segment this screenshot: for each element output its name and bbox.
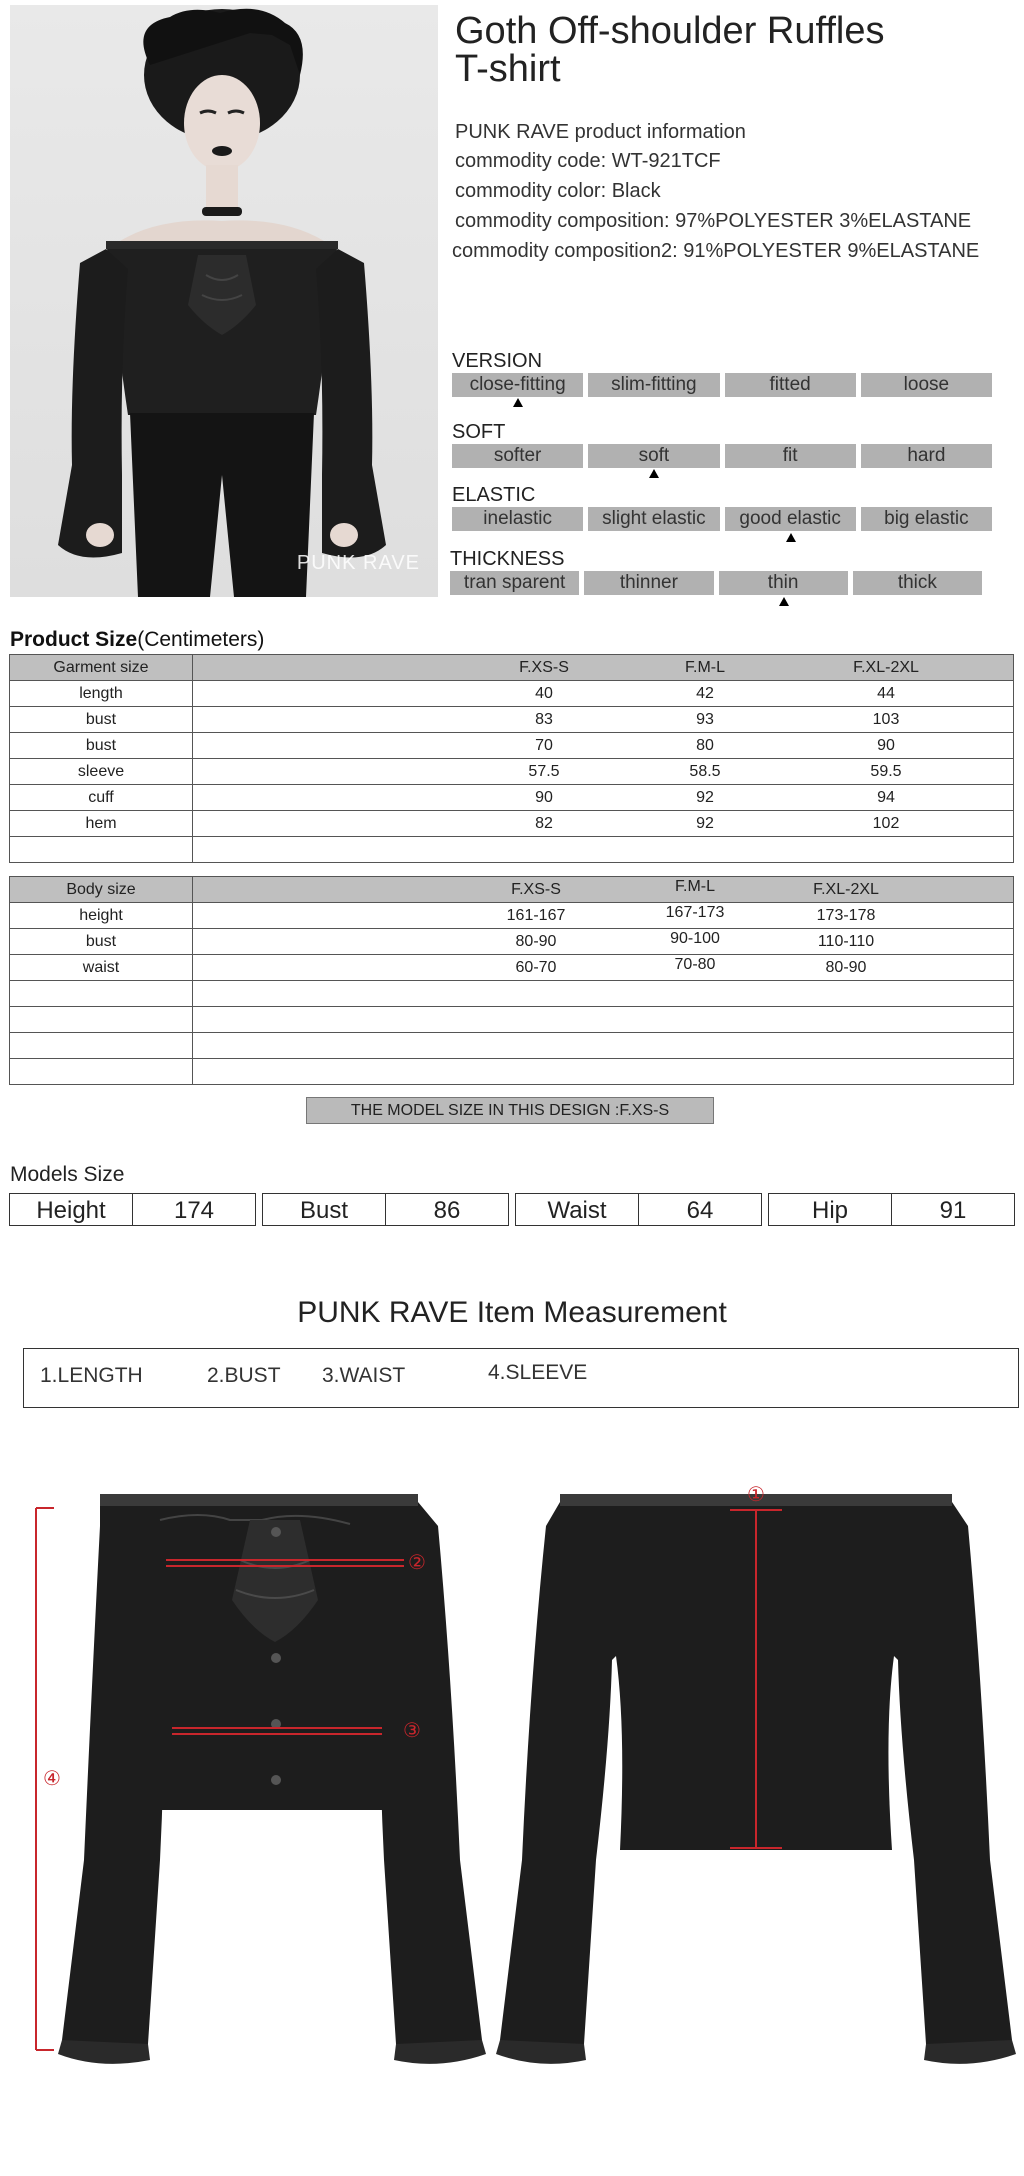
models-size-row <box>9 1193 1015 1226</box>
scale-elastic-option: slight elastic <box>588 507 719 531</box>
info-comp-value: 97%POLYESTER 3%ELASTANE <box>675 210 972 232</box>
table-cell: bust <box>10 733 193 759</box>
marker-bust-icon: ② <box>408 1550 426 1574</box>
table-row <box>10 955 1014 981</box>
table-cell: 92 <box>696 789 714 806</box>
scale-version-option: close-fitting <box>452 373 583 397</box>
scale-elastic-option: good elastic <box>725 507 856 531</box>
marker-sleeve-icon: ④ <box>43 1766 61 1790</box>
model-stat-value: 91 <box>891 1194 1014 1225</box>
table-cell: 58.5 <box>689 763 721 780</box>
scale-version-label: VERSION <box>452 350 543 372</box>
info-comp-label: commodity composition: <box>455 210 670 232</box>
table-header-cell: Garment size <box>10 655 193 681</box>
photo-watermark: PUNK RAVE <box>296 552 420 574</box>
table-header-row <box>10 655 1014 681</box>
table-row-empty <box>10 981 1014 1007</box>
table-row <box>10 811 1014 837</box>
table-row-empty <box>10 1007 1014 1033</box>
body-size-table <box>9 876 1014 1085</box>
model-waist <box>515 1193 762 1226</box>
garment-front-illustration <box>58 1494 486 2064</box>
scale-elastic-option: inelastic <box>452 507 583 531</box>
measurement-item: 1.LENGTH <box>40 1364 143 1387</box>
scale-version-option: fitted <box>725 373 856 397</box>
table-header-cell: F.XS-S <box>519 659 569 676</box>
marker-waist-icon: ③ <box>403 1718 421 1742</box>
model-photo <box>10 5 438 597</box>
product-size-table <box>9 654 1014 863</box>
info-brand-line: PUNK RAVE product information <box>455 121 746 143</box>
table-cell: 110-110 <box>817 933 875 950</box>
model-stat-label: Bust <box>299 1197 349 1224</box>
table-cell: hem <box>10 811 193 837</box>
table-cell: 80 <box>696 737 714 754</box>
info-code <box>455 146 1015 176</box>
table-cell: 90-100 <box>670 930 720 947</box>
product-title-line1: Goth Off-shoulder Ruffles <box>455 10 885 52</box>
table-cell: 59.5 <box>870 763 902 780</box>
scale-soft-option: soft <box>588 444 719 468</box>
table-cell: 82 <box>535 815 553 832</box>
model-height <box>9 1193 256 1226</box>
table-cell: 80-90 <box>825 959 867 976</box>
product-title <box>455 12 1015 88</box>
table-header-cell: F.XL-2XL <box>813 881 879 898</box>
table-cell: height <box>10 903 193 929</box>
info-code-value: WT-921TCF <box>611 150 721 172</box>
table-cell: 173-178 <box>816 907 876 924</box>
table-header-cell: F.XS-S <box>511 881 561 898</box>
model-illustration <box>10 5 438 597</box>
table-cell: 103 <box>872 711 900 728</box>
table-cell: 40 <box>535 685 553 702</box>
info-comp2-label: commodity composition2: <box>452 240 678 262</box>
table-cell: 57.5 <box>528 763 560 780</box>
table-cell: bust <box>10 929 193 955</box>
product-info <box>452 118 1015 266</box>
garment-measurement-diagram <box>0 1480 1024 2080</box>
model-size-banner: THE MODEL SIZE IN THIS DESIGN :F.XS-S <box>306 1097 714 1124</box>
selected-marker-icon <box>649 469 659 478</box>
model-stat-label: Height <box>36 1197 106 1224</box>
table-row <box>10 785 1014 811</box>
scale-version-option: slim-fitting <box>588 373 719 397</box>
scale-thickness-option: thin <box>719 571 848 595</box>
info-composition2 <box>452 236 1015 266</box>
table-cell: 92 <box>696 815 714 832</box>
table-header-cell: F.XL-2XL <box>853 659 919 676</box>
scale-soft <box>452 420 992 468</box>
info-comp2-value: 91%POLYESTER 9%ELASTANE <box>683 240 980 262</box>
table-cell: 161-167 <box>506 907 566 924</box>
measurement-legend <box>23 1348 1019 1408</box>
models-size-title: Models Size <box>10 1163 125 1186</box>
selected-marker-icon <box>513 398 523 407</box>
info-composition <box>455 206 1015 236</box>
model-stat-label: Hip <box>811 1197 848 1224</box>
table-cell: 44 <box>877 685 895 702</box>
product-size-title <box>10 628 264 652</box>
table-row <box>10 681 1014 707</box>
table-cell: 83 <box>535 711 553 728</box>
scale-elastic-label: ELASTIC <box>452 484 536 506</box>
table-row <box>10 759 1014 785</box>
scale-thickness-option: tran sparent <box>450 571 579 595</box>
scale-thickness-option: thick <box>853 571 982 595</box>
table-cell: 90 <box>535 789 553 806</box>
table-row <box>10 903 1014 929</box>
table-cell: bust <box>10 707 193 733</box>
table-cell: 167-173 <box>665 904 725 921</box>
info-color-label: commodity color: <box>455 180 607 202</box>
table-cell: 94 <box>877 789 895 806</box>
scale-elastic <box>452 483 992 531</box>
info-color-value: Black <box>611 180 661 202</box>
model-hip <box>768 1193 1015 1226</box>
info-color <box>455 176 1015 206</box>
table-header-cell: F.M-L <box>675 878 715 895</box>
table-cell: 93 <box>696 711 714 728</box>
table-cell: length <box>10 681 193 707</box>
table-cell: 90 <box>877 737 895 754</box>
scale-thickness-label: THICKNESS <box>450 548 565 570</box>
marker-length-icon: ① <box>747 1482 765 1506</box>
table-header-cell: Body size <box>10 877 193 903</box>
table-row <box>10 929 1014 955</box>
scale-thickness-option: thinner <box>584 571 713 595</box>
model-stat-value: 64 <box>638 1194 761 1225</box>
product-title-line2: T-shirt <box>455 48 561 90</box>
scale-thickness <box>450 547 982 595</box>
table-cell: sleeve <box>10 759 193 785</box>
selected-marker-icon <box>786 533 796 542</box>
measurement-item: 4.SLEEVE <box>488 1361 588 1384</box>
scale-soft-label: SOFT <box>452 421 506 443</box>
table-header-cell: F.M-L <box>685 659 725 676</box>
measurement-item: 3.WAIST <box>322 1364 406 1387</box>
product-size-heading: Product Size <box>10 628 138 651</box>
table-cell: waist <box>10 955 193 981</box>
table-cell: cuff <box>10 785 193 811</box>
scale-soft-option: fit <box>725 444 856 468</box>
scale-version <box>452 349 992 397</box>
table-row-empty <box>10 837 1014 863</box>
table-cell: 60-70 <box>515 959 557 976</box>
table-row <box>10 733 1014 759</box>
scale-version-option: loose <box>861 373 992 397</box>
scale-soft-option: hard <box>861 444 992 468</box>
table-row <box>10 707 1014 733</box>
table-cell: 70 <box>535 737 553 754</box>
measurement-title: PUNK RAVE Item Measurement <box>297 1296 727 1329</box>
model-stat-value: 86 <box>385 1194 508 1225</box>
table-cell: 42 <box>696 685 714 702</box>
model-bust <box>262 1193 509 1226</box>
info-code-label: commodity code: <box>455 150 607 172</box>
model-stat-value: 174 <box>132 1194 255 1225</box>
table-row-empty <box>10 1059 1014 1085</box>
measurement-item: 2.BUST <box>207 1364 281 1387</box>
model-stat-label: Waist <box>547 1197 607 1224</box>
table-header-row <box>10 877 1014 903</box>
scale-elastic-option: big elastic <box>861 507 992 531</box>
table-row-empty <box>10 1033 1014 1059</box>
selected-marker-icon <box>779 597 789 606</box>
table-cell: 70-80 <box>674 956 716 973</box>
table-cell: 80-90 <box>515 933 557 950</box>
scale-soft-option: softer <box>452 444 583 468</box>
product-size-unit: (Centimeters) <box>137 628 265 651</box>
table-cell: 102 <box>872 815 900 832</box>
